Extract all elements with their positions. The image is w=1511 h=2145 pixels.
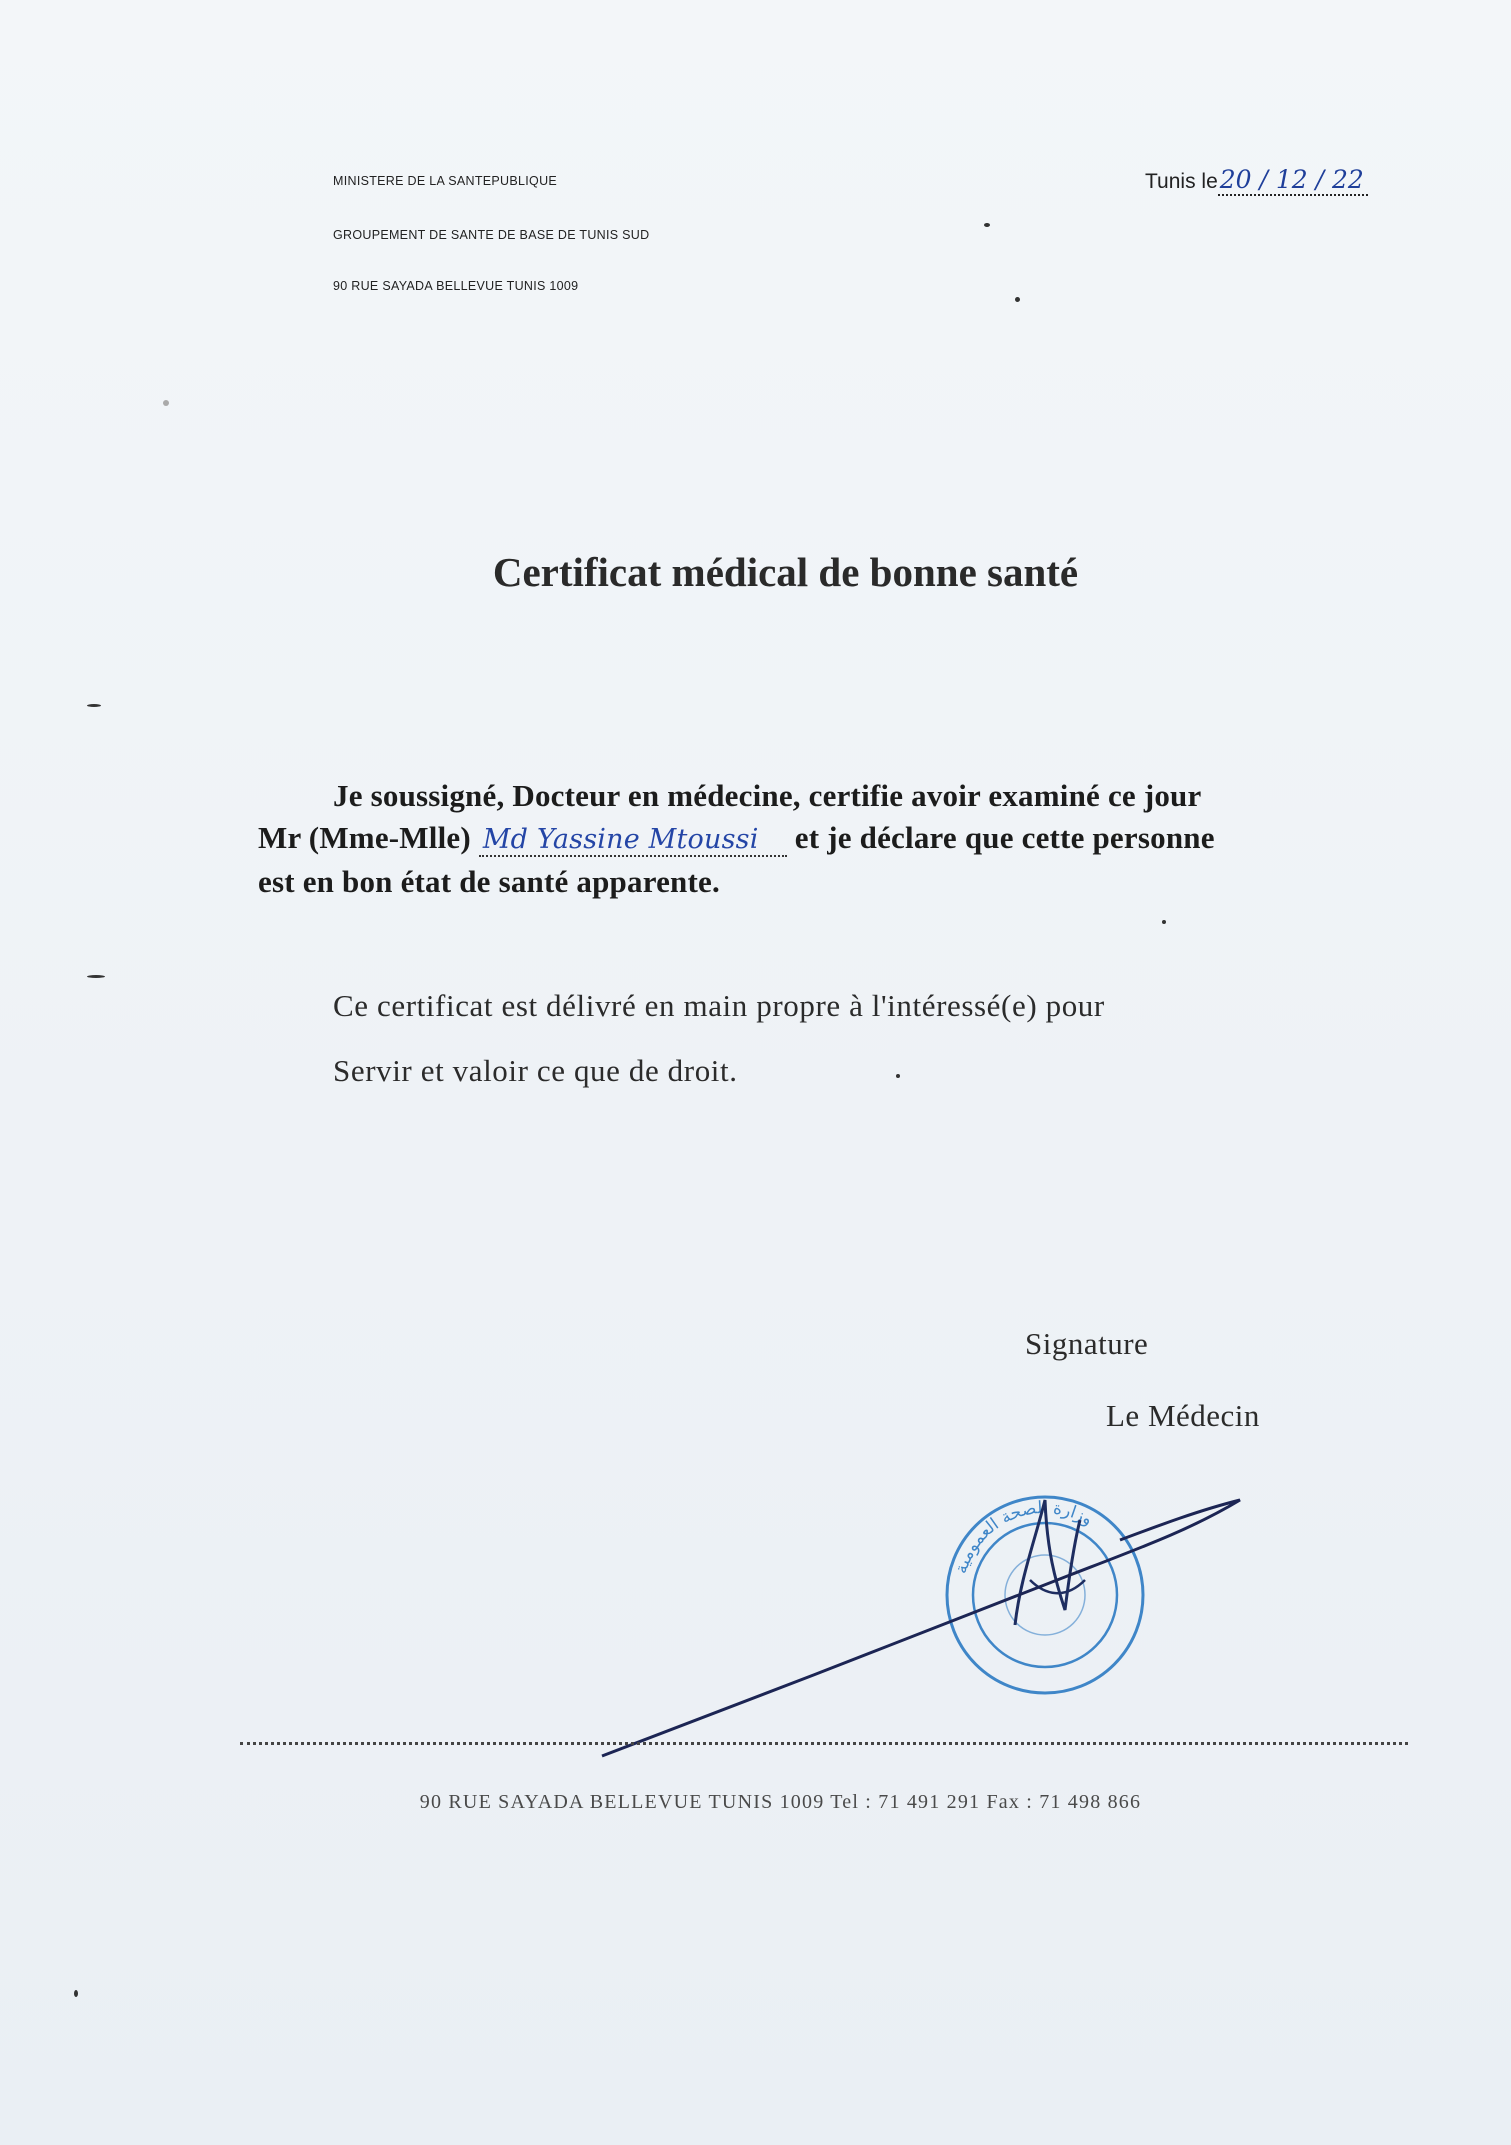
- delivery-line-2: Servir et valoir ce que de droit.: [333, 1053, 738, 1088]
- signature-label: Signature: [1025, 1326, 1149, 1361]
- salutation-label: Mr (Mme-Mlle): [258, 820, 471, 855]
- scan-speck: [163, 400, 169, 406]
- scan-speck: [984, 223, 990, 227]
- delivery-line-1: Ce certificat est délivré en main propre à l'intéressé(e) pour: [333, 988, 1105, 1023]
- scan-speck: [87, 975, 105, 978]
- declaration-text: et je déclare que cette personne: [794, 820, 1215, 855]
- date-block: [1145, 165, 1368, 194]
- document-title: Certificat médical de bonne santé: [492, 549, 1079, 595]
- body-line-2: [258, 820, 1215, 857]
- body-line-3: est en bon état de santé apparente.: [258, 864, 720, 899]
- scan-speck: [74, 1990, 78, 1997]
- scan-speck: [1162, 920, 1166, 924]
- footer-divider: [240, 1742, 1408, 1745]
- patient-name-handwritten: Md Yassine Mtoussi: [479, 824, 787, 857]
- handwritten-date: 20 / 12 / 22: [1218, 165, 1368, 196]
- stamp-text: وزارة الصحة العمومية: [951, 1497, 1097, 1577]
- body-line-1: Je soussigné, Docteur en médecine, certifie avoir examiné ce jour: [333, 778, 1202, 813]
- footer-contact: 90 RUE SAYADA BELLEVUE TUNIS 1009 Tel : 71 491 291 Fax : 71 498 866: [419, 1791, 1142, 1813]
- signature-stroke: [600, 1480, 1250, 1760]
- header-address: 90 RUE SAYADA BELLEVUE TUNIS 1009: [333, 279, 579, 293]
- scan-speck: [87, 704, 101, 707]
- date-label: Tunis le: [1145, 170, 1218, 193]
- scan-speck: [1015, 297, 1020, 302]
- header-ministry: MINISTERE DE LA SANTEPUBLIQUE: [333, 174, 558, 188]
- scan-speck: [896, 1074, 900, 1078]
- doctor-label: Le Médecin: [1106, 1398, 1260, 1433]
- header-group: GROUPEMENT DE SANTE DE BASE DE TUNIS SUD: [333, 228, 650, 242]
